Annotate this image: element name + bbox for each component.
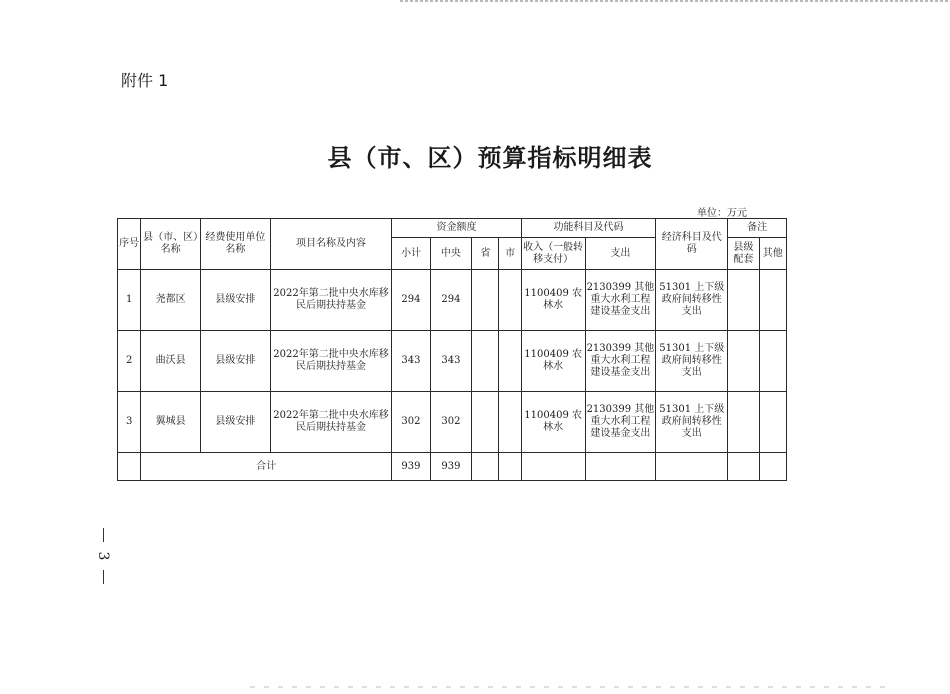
header-county: 县（市、区）名称 <box>141 219 201 270</box>
cell-econ: 51301 上下级政府间转移性支出 <box>656 270 728 331</box>
scan-edge-top <box>400 0 950 2</box>
cell-unit: 县级安排 <box>200 331 270 392</box>
cell-county-match <box>728 270 759 331</box>
page-dash-top <box>103 528 104 542</box>
header-unit: 经费使用单位名称 <box>200 219 270 270</box>
page-title: 县（市、区）预算指标明细表 <box>327 144 653 172</box>
cell-county-match <box>728 392 759 453</box>
cell-total-label: 合计 <box>141 453 392 481</box>
header-subtotal: 小计 <box>392 238 430 270</box>
cell-subtotal: 343 <box>392 331 430 392</box>
cell-total-city <box>499 453 521 481</box>
cell-total-county-match <box>728 453 759 481</box>
cell-other <box>759 392 786 453</box>
header-seq: 序号 <box>118 219 141 270</box>
cell-city <box>499 270 521 331</box>
table-row <box>118 331 787 392</box>
cell-county: 尧都区 <box>141 270 201 331</box>
cell-other <box>759 270 786 331</box>
cell-central: 343 <box>430 331 471 392</box>
cell-total-econ <box>656 453 728 481</box>
header-row-1 <box>118 219 787 238</box>
cell-expense: 2130399 其他重大水利工程建设基金支出 <box>585 392 656 453</box>
unit-label: 单位：万元 <box>697 208 747 219</box>
cell-unit: 县级安排 <box>200 270 270 331</box>
header-central: 中央 <box>430 238 471 270</box>
header-other: 其他 <box>759 238 786 270</box>
page-number <box>96 528 110 584</box>
cell-county: 曲沃县 <box>141 331 201 392</box>
cell-income: 1100409 农林水 <box>521 270 585 331</box>
cell-project: 2022年第二批中央水库移民后期扶持基金 <box>270 331 391 392</box>
total-row <box>118 453 787 481</box>
header-income: 收入（一般转移支付） <box>521 238 585 270</box>
cell-subtotal: 302 <box>392 392 430 453</box>
budget-table <box>117 218 787 481</box>
cell-total-expense <box>585 453 656 481</box>
cell-county: 翼城县 <box>141 392 201 453</box>
header-county-match: 县级配套 <box>728 238 759 270</box>
cell-total-other <box>759 453 786 481</box>
cell-seq: 2 <box>118 331 141 392</box>
cell-total-subtotal: 939 <box>392 453 430 481</box>
page-number-value: 3 <box>95 551 111 561</box>
cell-central: 302 <box>430 392 471 453</box>
header-func-group: 功能科目及代码 <box>521 219 656 238</box>
cell-income: 1100409 农林水 <box>521 392 585 453</box>
cell-county-match <box>728 331 759 392</box>
cell-province <box>472 331 499 392</box>
header-remarks: 备注 <box>728 219 787 238</box>
cell-income: 1100409 农林水 <box>521 331 585 392</box>
header-project: 项目名称及内容 <box>270 219 391 270</box>
cell-project: 2022年第二批中央水库移民后期扶持基金 <box>270 270 391 331</box>
header-province: 省 <box>472 238 499 270</box>
cell-city <box>499 331 521 392</box>
cell-econ: 51301 上下级政府间转移性支出 <box>656 331 728 392</box>
cell-seq: 3 <box>118 392 141 453</box>
cell-expense: 2130399 其他重大水利工程建设基金支出 <box>585 270 656 331</box>
cell-total-central: 939 <box>430 453 471 481</box>
table-row <box>118 270 787 331</box>
cell-total-province <box>472 453 499 481</box>
cell-subtotal: 294 <box>392 270 430 331</box>
cell-seq: 1 <box>118 270 141 331</box>
scan-edge-bottom <box>250 686 890 688</box>
attachment-label: 附件 1 <box>121 71 169 90</box>
cell-project: 2022年第二批中央水库移民后期扶持基金 <box>270 392 391 453</box>
header-econ: 经济科目及代码 <box>656 219 728 270</box>
cell-econ: 51301 上下级政府间转移性支出 <box>656 392 728 453</box>
table-row <box>118 392 787 453</box>
cell-province <box>472 392 499 453</box>
cell-expense: 2130399 其他重大水利工程建设基金支出 <box>585 331 656 392</box>
page-dash-bottom <box>103 570 104 584</box>
cell-city <box>499 392 521 453</box>
header-funds: 资金额度 <box>392 219 522 238</box>
cell-total-blank <box>118 453 141 481</box>
cell-total-income <box>521 453 585 481</box>
header-city: 市 <box>499 238 521 270</box>
cell-unit: 县级安排 <box>200 392 270 453</box>
cell-province <box>472 270 499 331</box>
cell-central: 294 <box>430 270 471 331</box>
cell-other <box>759 331 786 392</box>
header-expense: 支出 <box>585 238 656 270</box>
